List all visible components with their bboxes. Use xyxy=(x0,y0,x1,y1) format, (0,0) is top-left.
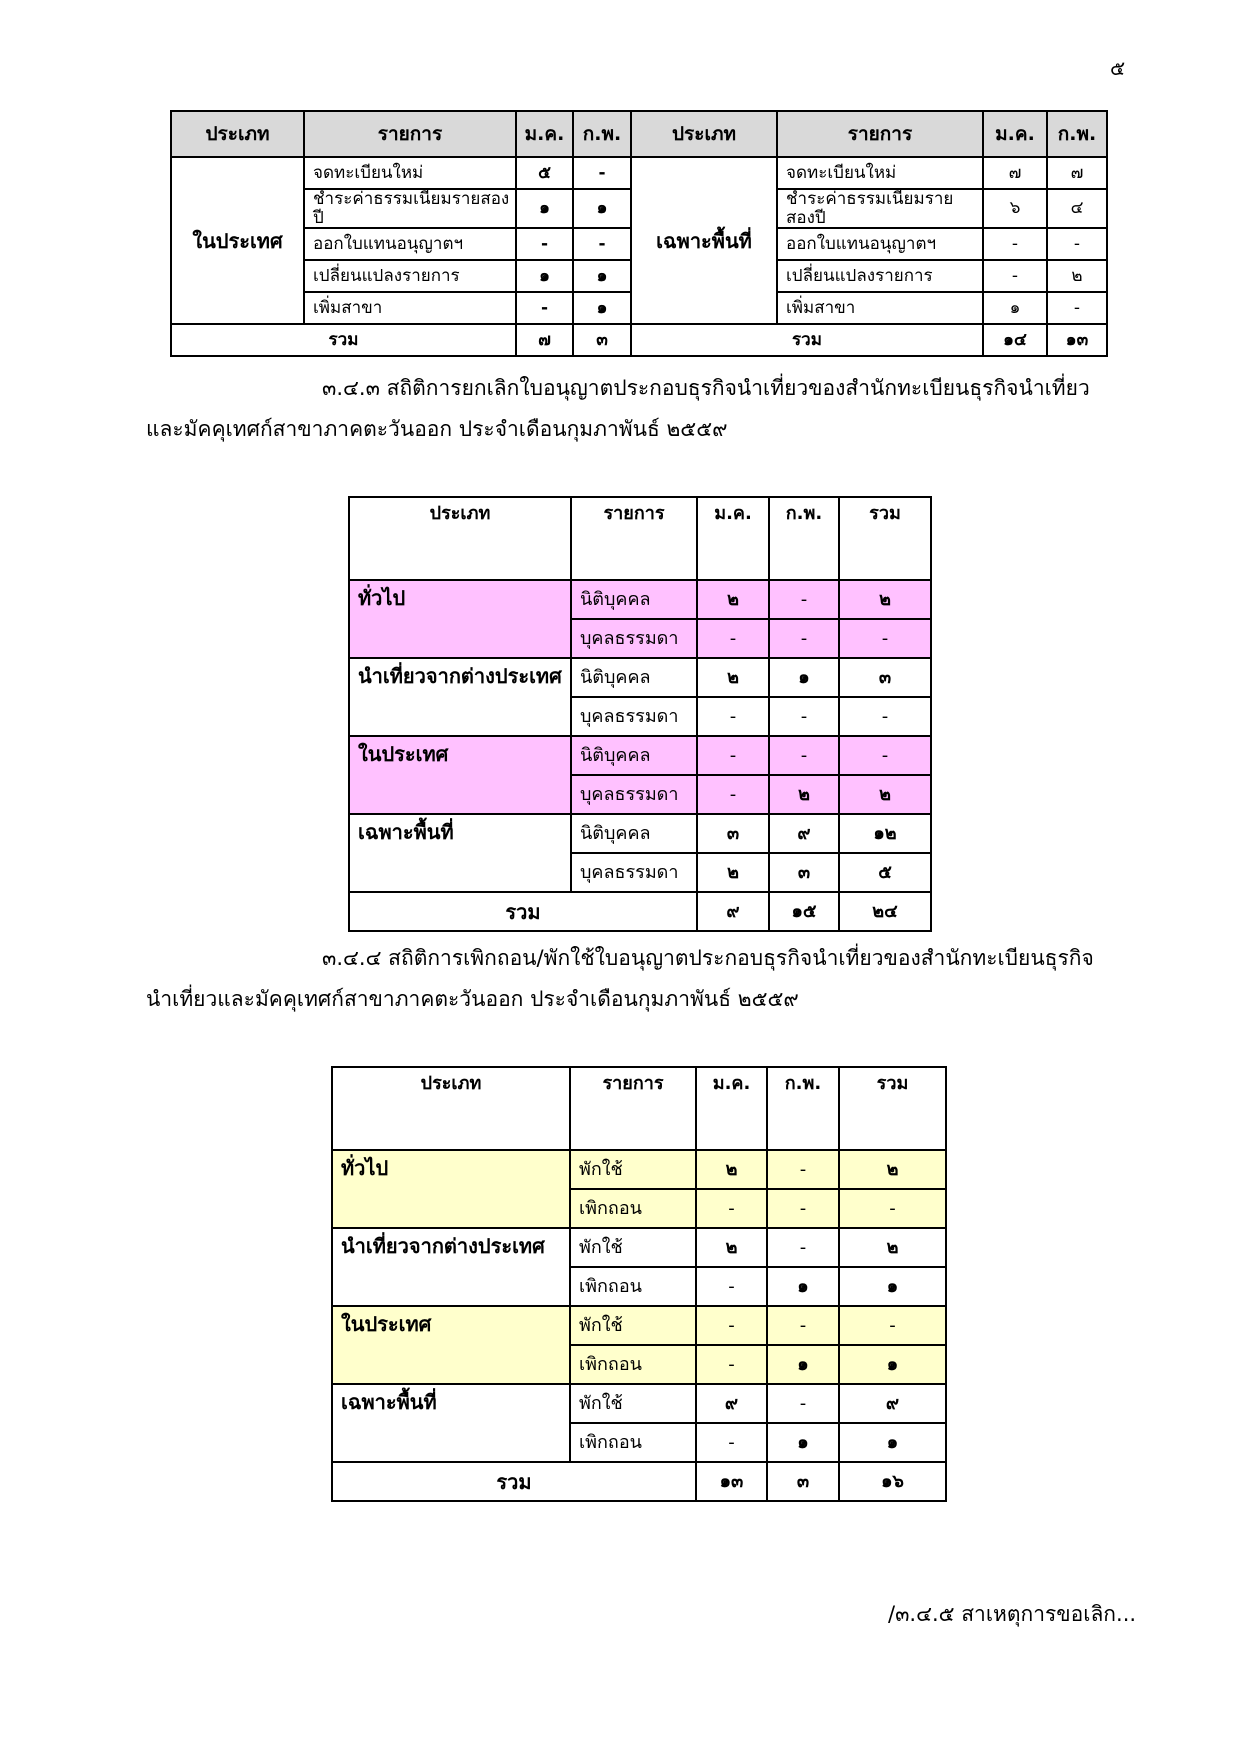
item-cell: บุคลธรรมดา xyxy=(571,697,697,736)
feb-cell: ๑ xyxy=(769,658,839,697)
feb-cell: - xyxy=(1047,228,1107,260)
jan-cell: ๗ xyxy=(983,157,1047,189)
item-cell: นิติบุคคล xyxy=(571,814,697,853)
feb-cell: - xyxy=(769,619,839,658)
total-cell: ๕ xyxy=(839,853,931,892)
jan-cell: ๖ xyxy=(983,189,1047,228)
table-row xyxy=(349,580,931,619)
feb-cell: ๗ xyxy=(1047,157,1107,189)
table-row xyxy=(349,736,931,775)
header-feb: ก.พ. xyxy=(1047,111,1107,157)
section-343-line1: ๓.๔.๓ สถิติการยกเลิกใบอนุญาตประกอบธุรกิจนำเที่ยวของสำนักทะเบียนธุรกิจนำเที่ยว xyxy=(322,376,1090,400)
total-jan: ๑๓ xyxy=(696,1462,767,1501)
section-343-line2: และมัคคุเทศก์สาขาภาคตะวันออก ประจำเดือนกุมภาพันธ์ ๒๕๕๙ xyxy=(146,417,728,441)
feb-cell: ๑ xyxy=(767,1423,839,1462)
total-jan: ๙ xyxy=(697,892,769,931)
feb-cell: ๓ xyxy=(769,853,839,892)
total-cell: ๑๒ xyxy=(839,814,931,853)
table-row xyxy=(349,814,931,853)
jan-cell: - xyxy=(696,1423,767,1462)
header-item: รายการ xyxy=(304,111,516,157)
header-jan: ม.ค. xyxy=(516,111,573,157)
item-cell: พักใช้ xyxy=(570,1384,696,1423)
header-category: ประเภท xyxy=(332,1067,570,1150)
item-cell: บุคลธรรมดา xyxy=(571,775,697,814)
item-cell: ออกใบแทนอนุญาตฯ xyxy=(304,228,516,260)
total-label: รวม xyxy=(631,324,983,356)
jan-cell: ๓ xyxy=(697,814,769,853)
feb-cell: - xyxy=(767,1150,839,1189)
header-feb: ก.พ. xyxy=(573,111,631,157)
jan-cell: - xyxy=(697,775,769,814)
table2-header-row xyxy=(349,497,931,580)
table1-header-row xyxy=(171,111,1107,157)
total-cell: - xyxy=(839,619,931,658)
header-feb: ก.พ. xyxy=(769,497,839,580)
feb-cell: ๑ xyxy=(573,189,631,228)
item-cell: บุคลธรรมดา xyxy=(571,853,697,892)
jan-cell: ๒ xyxy=(697,658,769,697)
continuation-footer: /๓.๔.๕ สาเหตุการขอเลิก... xyxy=(888,1602,1137,1626)
header-category: ประเภท xyxy=(631,111,777,157)
total-cell: - xyxy=(839,1189,946,1228)
item-cell: ออกใบแทนอนุญาตฯ xyxy=(777,228,983,260)
table-row xyxy=(332,1306,946,1345)
jan-cell: - xyxy=(697,736,769,775)
jan-cell: ๕ xyxy=(516,157,573,189)
feb-cell: - xyxy=(767,1384,839,1423)
jan-cell: - xyxy=(697,697,769,736)
category-cell: ทั่วไป xyxy=(349,580,571,658)
header-item: รายการ xyxy=(777,111,983,157)
feb-cell: ๔ xyxy=(1047,189,1107,228)
jan-cell: ๒ xyxy=(696,1150,767,1189)
header-item: รายการ xyxy=(571,497,697,580)
item-cell: นิติบุคคล xyxy=(571,658,697,697)
jan-cell: ๑ xyxy=(516,260,573,292)
jan-cell: ๙ xyxy=(696,1384,767,1423)
category-cell: ทั่วไป xyxy=(332,1150,570,1228)
total-cell: ๒ xyxy=(839,1228,946,1267)
feb-cell: - xyxy=(769,697,839,736)
feb-cell: - xyxy=(769,580,839,619)
feb-cell: ๑ xyxy=(573,292,631,324)
total-label: รวม xyxy=(171,324,516,356)
jan-cell: ๒ xyxy=(697,580,769,619)
table-row xyxy=(332,1150,946,1189)
jan-cell: - xyxy=(697,619,769,658)
feb-cell: ๒ xyxy=(1047,260,1107,292)
item-cell: จดทะเบียนใหม่ xyxy=(304,157,516,189)
total-row xyxy=(171,324,1107,356)
table-row xyxy=(332,1228,946,1267)
total-total: ๒๔ xyxy=(839,892,931,931)
item-cell: เพิ่มสาขา xyxy=(777,292,983,324)
registration-stats-table xyxy=(170,110,1108,357)
header-item: รายการ xyxy=(570,1067,696,1150)
header-total: รวม xyxy=(839,1067,946,1150)
page-number: ๕ xyxy=(1110,56,1126,80)
header-feb: ก.พ. xyxy=(767,1067,839,1150)
jan-cell: - xyxy=(983,260,1047,292)
header-jan: ม.ค. xyxy=(697,497,769,580)
category-cell: เฉพาะพื้นที่ xyxy=(332,1384,570,1462)
jan-cell: ๒ xyxy=(697,853,769,892)
jan-cell: ๒ xyxy=(696,1228,767,1267)
total-row xyxy=(332,1462,946,1501)
total-jan: ๗ xyxy=(516,324,573,356)
jan-cell: - xyxy=(516,228,573,260)
table-row xyxy=(171,157,1107,189)
total-label: รวม xyxy=(349,892,697,931)
total-row xyxy=(349,892,931,931)
feb-cell: - xyxy=(767,1228,839,1267)
category-cell: นำเที่ยวจากต่างประเทศ xyxy=(332,1228,570,1306)
total-cell: ๓ xyxy=(839,658,931,697)
category-cell: ในประเทศ xyxy=(332,1306,570,1384)
jan-cell: - xyxy=(696,1306,767,1345)
cancellation-stats-table xyxy=(348,496,932,932)
jan-cell: ๑ xyxy=(516,189,573,228)
feb-cell: ๑ xyxy=(767,1267,839,1306)
jan-cell: - xyxy=(696,1189,767,1228)
category-cell: เฉพาะพื้นที่ xyxy=(349,814,571,892)
table3-header-row xyxy=(332,1067,946,1150)
item-cell: นิติบุคคล xyxy=(571,580,697,619)
item-cell: เพิ่มสาขา xyxy=(304,292,516,324)
feb-cell: - xyxy=(1047,292,1107,324)
header-category: ประเภท xyxy=(171,111,304,157)
total-label: รวม xyxy=(332,1462,696,1501)
header-category: ประเภท xyxy=(349,497,571,580)
feb-cell: - xyxy=(573,228,631,260)
item-cell: ชำระค่าธรรมเนียมรายสองปี xyxy=(777,189,983,228)
section-344-line1: ๓.๔.๔ สถิติการเพิกถอน/พักใช้ใบอนุญาตประกอบธุรกิจนำเที่ยวของสำนักทะเบียนธุรกิจ xyxy=(322,946,1094,970)
item-cell: เพิกถอน xyxy=(570,1267,696,1306)
section-344-line2: นำเที่ยวและมัคคุเทศก์สาขาภาคตะวันออก ประจำเดือนกุมภาพันธ์ ๒๕๕๙ xyxy=(146,987,799,1011)
suspension-stats-table xyxy=(331,1066,947,1502)
total-cell: - xyxy=(839,697,931,736)
item-cell: พักใช้ xyxy=(570,1306,696,1345)
total-cell: ๒ xyxy=(839,580,931,619)
feb-cell: - xyxy=(767,1189,839,1228)
total-cell: - xyxy=(839,1306,946,1345)
item-cell: จดทะเบียนใหม่ xyxy=(777,157,983,189)
feb-cell: - xyxy=(573,157,631,189)
jan-cell: - xyxy=(696,1267,767,1306)
total-feb: ๓ xyxy=(573,324,631,356)
item-cell: เพิกถอน xyxy=(570,1189,696,1228)
total-cell: ๑ xyxy=(839,1267,946,1306)
category-cell: ในประเทศ xyxy=(171,157,304,324)
category-cell: ในประเทศ xyxy=(349,736,571,814)
feb-cell: ๑ xyxy=(573,260,631,292)
item-cell: ชำระค่าธรรมเนียมรายสองปี xyxy=(304,189,516,228)
feb-cell: ๙ xyxy=(769,814,839,853)
total-feb: ๓ xyxy=(767,1462,839,1501)
feb-cell: ๑ xyxy=(767,1345,839,1384)
total-jan: ๑๔ xyxy=(983,324,1047,356)
item-cell: เพิกถอน xyxy=(570,1423,696,1462)
table-row xyxy=(332,1384,946,1423)
header-total: รวม xyxy=(839,497,931,580)
total-cell: ๒ xyxy=(839,1150,946,1189)
total-feb: ๑๓ xyxy=(1047,324,1107,356)
header-jan: ม.ค. xyxy=(983,111,1047,157)
item-cell: เปลี่ยนแปลงรายการ xyxy=(777,260,983,292)
item-cell: พักใช้ xyxy=(570,1228,696,1267)
item-cell: บุคลธรรมดา xyxy=(571,619,697,658)
total-cell: - xyxy=(839,736,931,775)
total-feb: ๑๕ xyxy=(769,892,839,931)
feb-cell: - xyxy=(769,736,839,775)
jan-cell: - xyxy=(983,228,1047,260)
total-cell: ๙ xyxy=(839,1384,946,1423)
table-row xyxy=(349,658,931,697)
item-cell: พักใช้ xyxy=(570,1150,696,1189)
jan-cell: - xyxy=(516,292,573,324)
category-cell: เฉพาะพื้นที่ xyxy=(631,157,777,324)
total-total: ๑๖ xyxy=(839,1462,946,1501)
feb-cell: ๒ xyxy=(769,775,839,814)
category-cell: นำเที่ยวจากต่างประเทศ xyxy=(349,658,571,736)
item-cell: เพิกถอน xyxy=(570,1345,696,1384)
feb-cell: - xyxy=(767,1306,839,1345)
total-cell: ๑ xyxy=(839,1423,946,1462)
item-cell: นิติบุคคล xyxy=(571,736,697,775)
total-cell: ๑ xyxy=(839,1345,946,1384)
total-cell: ๒ xyxy=(839,775,931,814)
jan-cell: - xyxy=(696,1345,767,1384)
item-cell: เปลี่ยนแปลงรายการ xyxy=(304,260,516,292)
jan-cell: ๑ xyxy=(983,292,1047,324)
header-jan: ม.ค. xyxy=(696,1067,767,1150)
